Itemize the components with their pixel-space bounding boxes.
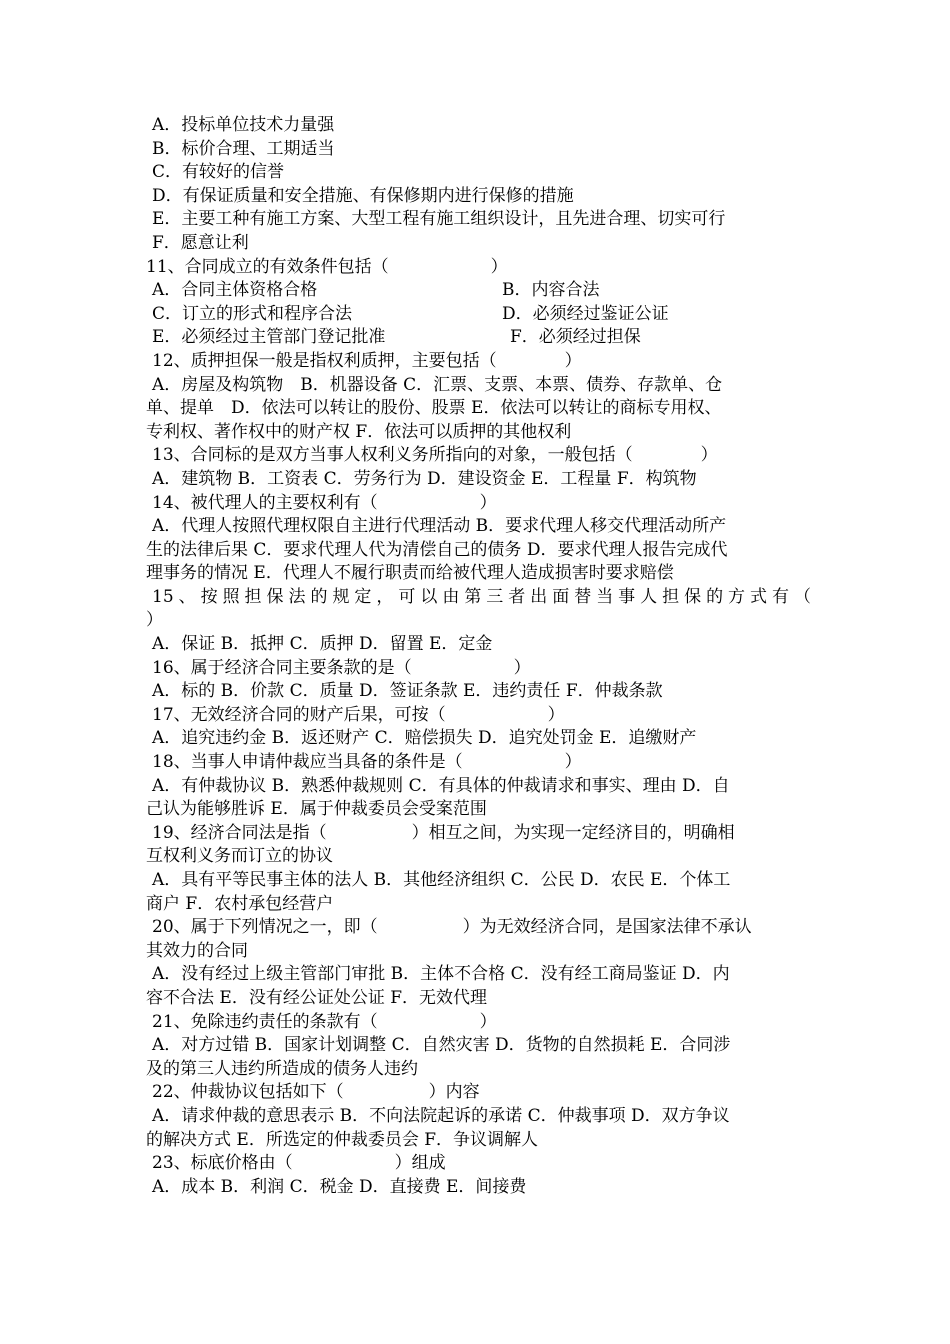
option-line: D．有保证质量和安全措施、有保修期内进行保修的措施 xyxy=(152,185,574,206)
question-19: 19、经济合同法是指（ ）相互之间，为实现一定经济目的，明确相 xyxy=(152,822,735,843)
question-15: 15、按照担保法的规定，可以由第三者出面替当事人担保的方式有（ xyxy=(152,586,811,607)
question-13: 13、合同标的是双方当事人权利义务所指向的对象，一般包括（ ） xyxy=(152,445,718,466)
option-line: F．愿意让利 xyxy=(152,232,249,253)
question-18: 18、当事人申请仲裁应当具备的条件是（ ） xyxy=(152,752,582,773)
option-line: 己认为能够胜诉 E．属于仲裁委员会受案范围 xyxy=(146,799,487,820)
option-c: C．订立的形式和程序合法 xyxy=(152,303,353,324)
option-a: A．合同主体资格合格 xyxy=(152,280,318,301)
option-line: A．代理人按照代理权限自主进行代理活动 B．要求代理人移交代理活动所产 xyxy=(152,516,727,537)
option-line: A．房屋及构筑物 B．机器设备 C．汇票、支票、本票、债券、存款单、仓 xyxy=(152,374,723,395)
option-line: A．成本 B．利润 C．税金 D．直接费 E．间接费 xyxy=(152,1176,527,1197)
option-line: A．没有经过上级主管部门审批 B．主体不合格 C．没有经工商局鉴证 D．内 xyxy=(152,964,730,985)
question-11: 11、合同成立的有效条件包括（ ） xyxy=(146,256,508,277)
option-line: A．追究违约金 B．返还财产 C．赔偿损失 D．追究处罚金 E．追缴财产 xyxy=(152,728,697,749)
option-line: C．有较好的信誉 xyxy=(152,162,285,183)
option-line: A．对方过错 B．国家计划调整 C．自然灾害 D．货物的自然损耗 E．合同涉 xyxy=(152,1035,731,1056)
option-f: F．必须经过担保 xyxy=(510,327,641,348)
option-line: 单、提单 D．依法可以转让的股份、股票 E．依法可以转让的商标专用权、 xyxy=(146,398,722,419)
option-line: 容不合法 E．没有经公证处公证 F．无效代理 xyxy=(146,987,488,1008)
question-21: 21、免除违约责任的条款有（ ） xyxy=(152,1011,497,1032)
option-row xyxy=(146,303,811,327)
option-line: 生的法律后果 C．要求代理人代为清偿自己的债务 D．要求代理人报告完成代 xyxy=(146,539,728,560)
question-14: 14、被代理人的主要权利有（ ） xyxy=(152,492,497,513)
option-line: A．投标单位技术力量强 xyxy=(152,115,335,135)
question-19-continued: 互权利义务而订立的协议 xyxy=(146,846,333,867)
option-row xyxy=(146,326,811,350)
option-row xyxy=(146,279,811,303)
option-line: 理事务的情况 E．代理人不履行职责而给被代理人造成损害时要求赔偿 xyxy=(146,563,674,584)
question-15-continued: ） xyxy=(146,610,163,631)
question-23: 23、标底价格由（ ）组成 xyxy=(152,1153,446,1174)
document-body xyxy=(146,114,811,1199)
option-line: A．请求仲裁的意思表示 B．不向法院起诉的承诺 C．仲裁事项 D．双方争议 xyxy=(152,1105,730,1126)
option-line: B．标价合理、工期适当 xyxy=(152,138,335,159)
option-line: A．标的 B．价款 C．质量 D．签证条款 E．违约责任 F．仲裁条款 xyxy=(152,681,663,702)
option-line: 及的第三人违约所造成的债务人违约 xyxy=(146,1058,418,1079)
option-line: A．有仲裁协议 B．熟悉仲裁规则 C．有具体的仲裁请求和事实、理由 D．自 xyxy=(152,775,730,796)
question-20-continued: 其效力的合同 xyxy=(146,940,248,961)
option-line: E．主要工种有施工方案、大型工程有施工组织设计，且先进合理、切实可行 xyxy=(152,209,726,230)
option-line: 专利权、著作权中的财产权 F．依法可以质押的其他权利 xyxy=(146,421,572,442)
option-line: A．具有平等民事主体的法人 B．其他经济组织 C．公民 D．农民 E．个体工 xyxy=(152,870,731,890)
question-16: 16、属于经济合同主要条款的是（ ） xyxy=(152,657,531,678)
question-12: 12、质押担保一般是指权利质押，主要包括（ ） xyxy=(152,350,582,371)
question-22: 22、仲裁协议包括如下（ ）内容 xyxy=(152,1082,480,1103)
option-d: D．必须经过鉴证公证 xyxy=(502,303,669,324)
question-17: 17、无效经济合同的财产后果，可按（ ） xyxy=(152,704,565,725)
question-20: 20、属于下列情况之一，即（ ）为无效经济合同，是国家法律不承认 xyxy=(152,917,752,938)
option-line: A．建筑物 B．工资表 C．劳务行为 D．建设资金 E．工程量 F．构筑物 xyxy=(152,468,697,489)
option-line: A．保证 B．抵押 C．质押 D．留置 E．定金 xyxy=(152,634,493,655)
option-line: 商户 F．农村承包经营户 xyxy=(146,893,334,914)
option-e: E．必须经过主管部门登记批准 xyxy=(152,327,386,348)
option-line: 的解决方式 E．所选定的仲裁委员会 F．争议调解人 xyxy=(146,1129,539,1150)
option-b: B．内容合法 xyxy=(502,280,600,301)
